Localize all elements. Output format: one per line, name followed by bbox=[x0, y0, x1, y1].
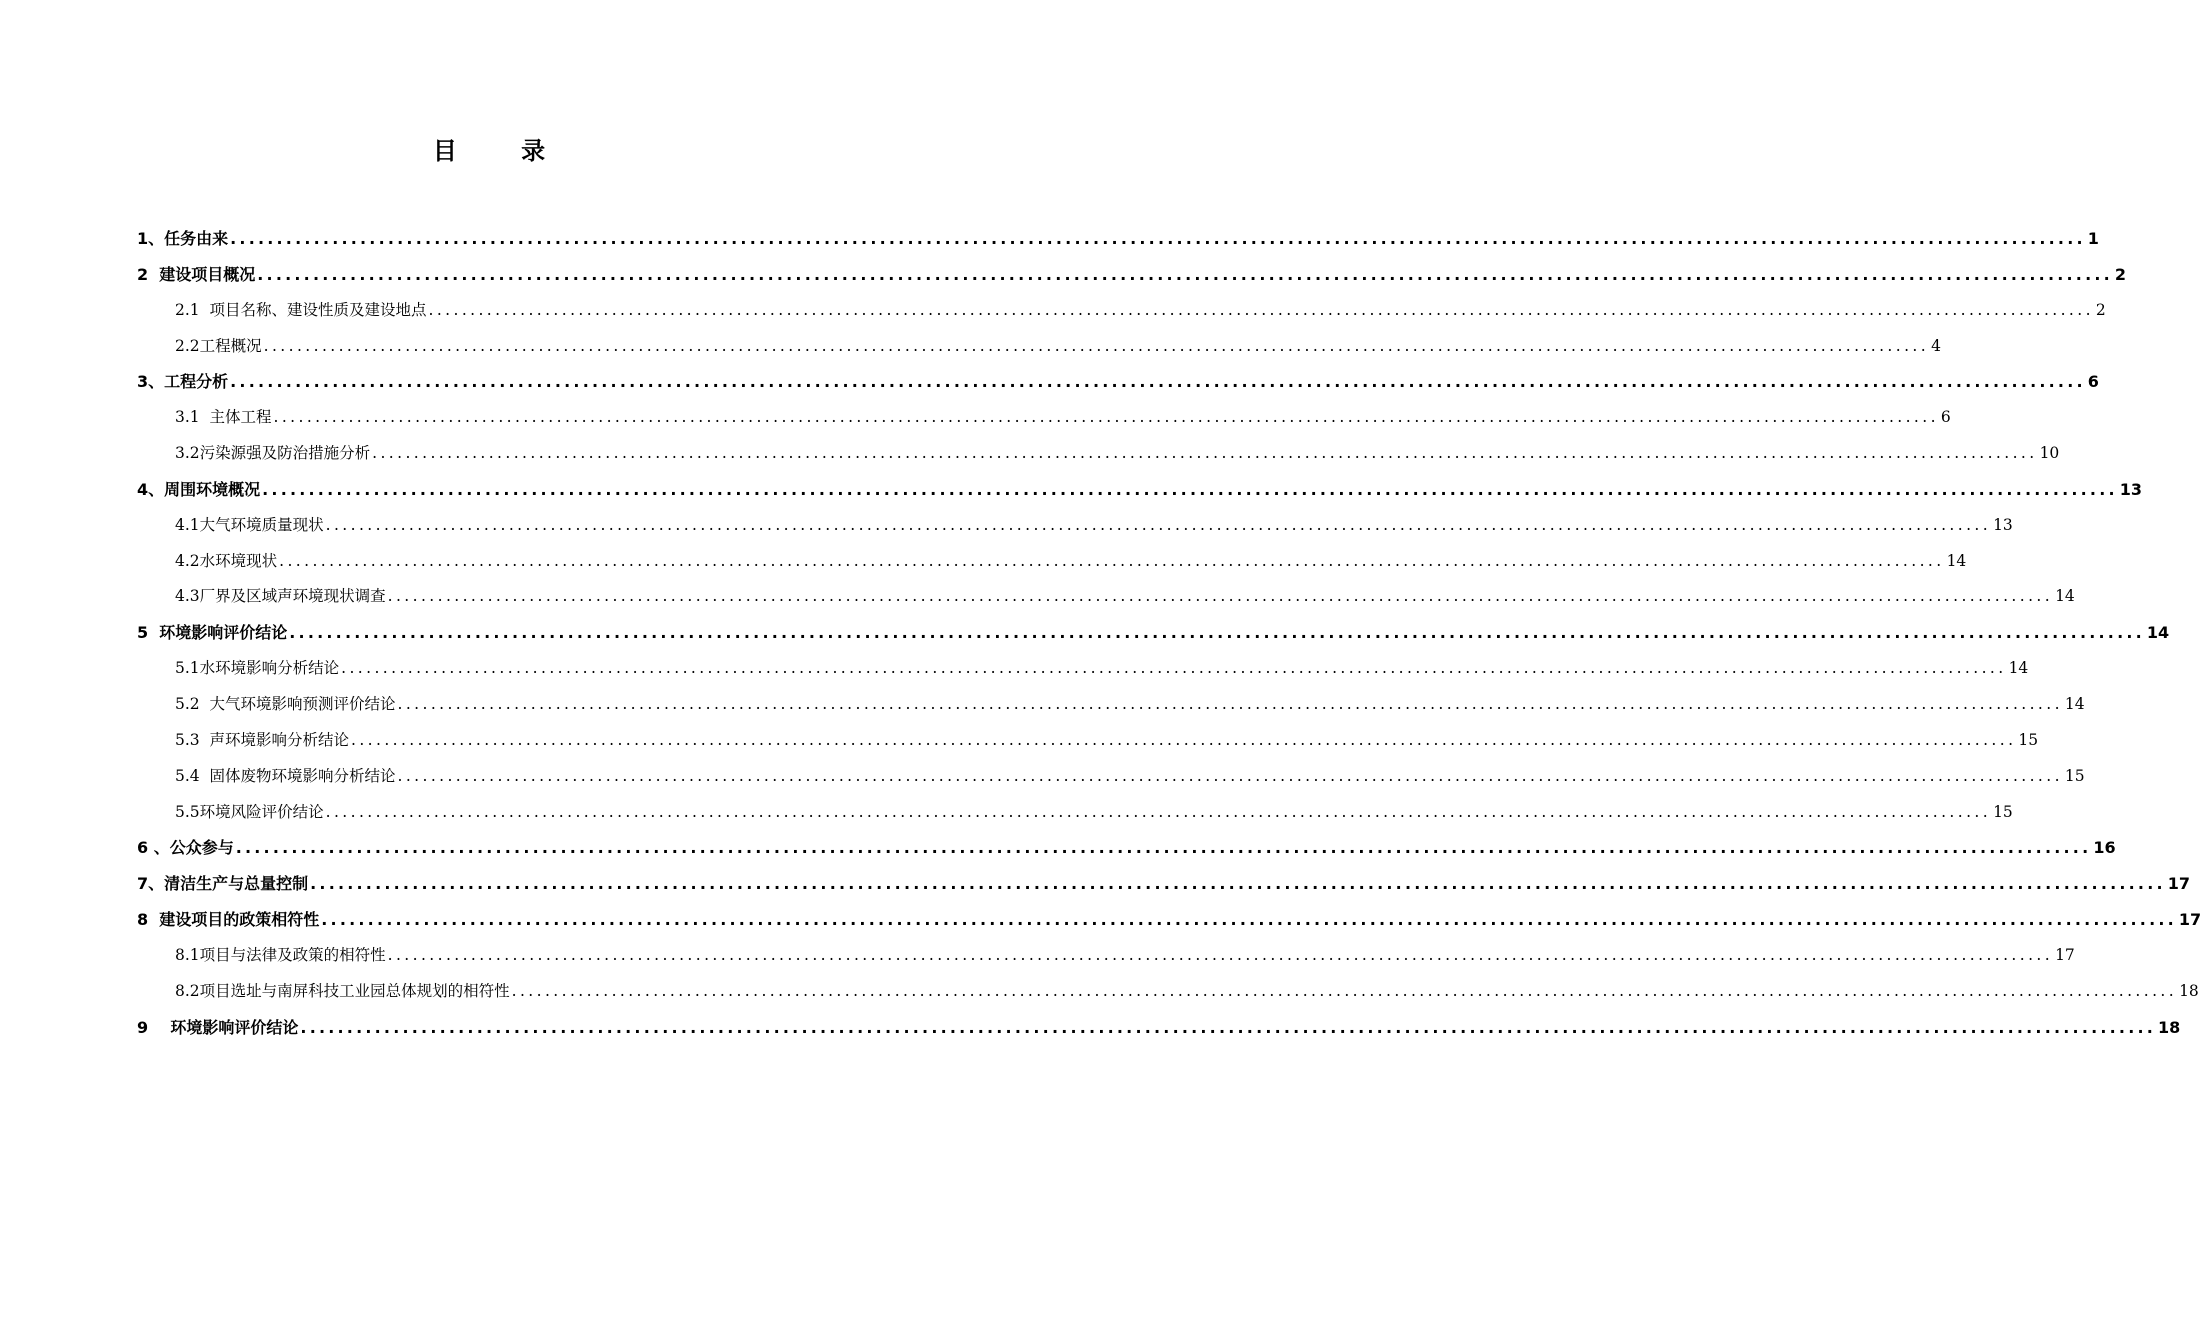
toc-entry-title: 4.2水环境现状 bbox=[175, 551, 278, 570]
toc-entry-title: 5.4 固体废物环境影响分析结论 bbox=[175, 766, 396, 785]
toc-entry-title: 4、周围环境概况 bbox=[137, 479, 261, 499]
toc-dot-leader: ........................................................................................................................................................................................................ bbox=[279, 551, 1945, 570]
toc-entry[interactable] bbox=[137, 902, 2201, 938]
toc-page-number: 6 bbox=[1940, 408, 1951, 427]
toc-page-number: 4 bbox=[1931, 336, 1941, 355]
toc-entry-title: 5.5环境风险评价结论 bbox=[175, 802, 324, 821]
toc-dot-leader: ........................................................................................................................................................................................................ bbox=[257, 264, 2113, 284]
toc-page-number: 10 bbox=[2039, 444, 2060, 463]
toc-entry-title: 3、工程分析 bbox=[137, 372, 229, 392]
toc-page-number: 15 bbox=[2064, 766, 2085, 785]
toc-page-number: 6 bbox=[2087, 372, 2099, 392]
page-title: 目 录 bbox=[432, 137, 574, 165]
toc-entry[interactable] bbox=[137, 257, 2127, 293]
toc-dot-leader: ........................................................................................................................................................................................................ bbox=[387, 945, 2054, 964]
toc-dot-leader: ........................................................................................................................................................................................................ bbox=[263, 336, 1930, 355]
toc-dot-leader: ........................................................................................................................................................................................................ bbox=[289, 623, 2145, 643]
toc-dot-leader: ........................................................................................................................................................................................................ bbox=[325, 802, 1992, 821]
toc-entry[interactable] bbox=[137, 938, 2075, 974]
toc-dot-leader: ........................................................................................................................................................................................................ bbox=[341, 659, 2007, 678]
toc-page-number: 2 bbox=[2114, 264, 2127, 284]
toc-entry[interactable] bbox=[137, 579, 2075, 615]
toc-dot-leader: ........................................................................................................................................................................................................ bbox=[387, 587, 2054, 606]
toc-page-number: 14 bbox=[2008, 659, 2029, 678]
toc-page-number: 13 bbox=[1993, 515, 2013, 534]
toc-entry[interactable] bbox=[137, 866, 2191, 902]
toc-dot-leader: ........................................................................................................................................................................................................ bbox=[397, 766, 2063, 785]
toc-entry-title: 4.1大气环境质量现状 bbox=[175, 515, 324, 534]
toc-page-number: 18 bbox=[2158, 1017, 2181, 1037]
toc-dot-leader: ........................................................................................................................................................................................................ bbox=[428, 300, 2094, 319]
toc-page-number: 15 bbox=[2018, 730, 2039, 749]
toc-dot-leader: ........................................................................................................................................................................................................ bbox=[321, 910, 2177, 930]
toc-dot-leader: ........................................................................................................................................................................................................ bbox=[230, 372, 2086, 392]
toc-page-number: 14 bbox=[1946, 551, 1967, 570]
toc-entry-title: 6 、公众参与 bbox=[137, 838, 234, 858]
toc-page-number: 17 bbox=[2178, 910, 2201, 930]
toc-entry-title: 5.2 大气环境影响预测评价结论 bbox=[175, 694, 396, 713]
toc-page-number: 15 bbox=[1993, 802, 2013, 821]
toc-page-number: 13 bbox=[2119, 479, 2143, 499]
toc-entry[interactable] bbox=[137, 544, 1967, 580]
toc-dot-leader: ........................................................................................................................................................................................................ bbox=[325, 515, 1992, 534]
toc-entry[interactable] bbox=[137, 400, 1951, 436]
toc-entry-title: 8.2项目选址与南屏科技工业园总体规划的相符性 bbox=[175, 981, 510, 1000]
toc-entry-title: 5.3 声环境影响分析结论 bbox=[175, 730, 350, 749]
toc-entry[interactable] bbox=[137, 759, 2085, 795]
toc-entry-title: 7、清洁生产与总量控制 bbox=[137, 874, 309, 894]
toc-entry-title: 3.1 主体工程 bbox=[175, 408, 272, 427]
toc-entry[interactable] bbox=[137, 687, 2085, 723]
toc-page-number: 1 bbox=[2087, 229, 2099, 248]
toc-entry-title: 2.2工程概况 bbox=[175, 336, 262, 355]
toc-dot-leader: ........................................................................................................................................................................................................ bbox=[310, 874, 2166, 894]
toc-dot-leader: ........................................................................................................................................................................................................ bbox=[300, 1017, 2157, 1037]
toc-entry-title: 9 环境影响评价结论 bbox=[137, 1017, 299, 1037]
toc-page-number: 14 bbox=[2055, 587, 2075, 606]
toc-entry[interactable] bbox=[137, 830, 2116, 866]
toc-entry[interactable] bbox=[137, 795, 2013, 831]
toc-entry[interactable] bbox=[137, 364, 2099, 400]
toc-entry-title: 4.3厂界及区域声环境现状调查 bbox=[175, 587, 386, 606]
toc-entry[interactable] bbox=[137, 472, 2143, 508]
toc-entry[interactable] bbox=[137, 221, 2099, 257]
toc-entry[interactable] bbox=[137, 329, 1941, 365]
toc-entry-title: 2 建设项目概况 bbox=[137, 264, 256, 284]
toc-entry-title: 3.2污染源强及防治措施分析 bbox=[175, 444, 371, 463]
toc-dot-leader: ........................................................................................................................................................................................................ bbox=[235, 838, 2092, 858]
toc-dot-leader: ........................................................................................................................................................................................................ bbox=[372, 444, 2038, 463]
toc-entry[interactable] bbox=[137, 651, 2029, 687]
toc-dot-leader: ........................................................................................................................................................................................................ bbox=[351, 730, 2017, 749]
toc-entry-title: 8 建设项目的政策相符性 bbox=[137, 910, 320, 930]
table-of-contents bbox=[137, 221, 2201, 1045]
toc-page-number: 14 bbox=[2064, 694, 2085, 713]
toc-page-number: 2 bbox=[2095, 300, 2106, 319]
toc-entry-title: 5 环境影响评价结论 bbox=[137, 623, 288, 643]
toc-entry[interactable] bbox=[137, 1010, 2181, 1046]
toc-entry[interactable] bbox=[137, 293, 2106, 329]
toc-entry-title: 2.1 项目名称、建设性质及建设地点 bbox=[175, 300, 427, 319]
toc-entry[interactable] bbox=[137, 615, 2170, 651]
toc-page-number: 17 bbox=[2055, 945, 2075, 964]
toc-dot-leader: ........................................................................................................................................................................................................ bbox=[511, 981, 2178, 1000]
toc-entry-title: 8.1项目与法律及政策的相符性 bbox=[175, 945, 386, 964]
toc-entry[interactable] bbox=[137, 436, 2060, 472]
toc-entry-title: 1、任务由来 bbox=[137, 229, 229, 248]
toc-entry[interactable] bbox=[137, 723, 2039, 759]
toc-entry[interactable] bbox=[137, 974, 2199, 1010]
toc-dot-leader: ........................................................................................................................................................................................................ bbox=[273, 408, 1939, 427]
toc-page-number: 17 bbox=[2167, 874, 2191, 894]
toc-dot-leader: ........................................................................................................................................................................................................ bbox=[397, 694, 2063, 713]
toc-entry[interactable] bbox=[137, 508, 2013, 544]
toc-entry-title: 5.1水环境影响分析结论 bbox=[175, 659, 340, 678]
toc-page-number: 18 bbox=[2179, 981, 2199, 1000]
toc-page-number: 16 bbox=[2093, 838, 2116, 858]
toc-dot-leader: ........................................................................................................................................................................................................ bbox=[230, 229, 2086, 248]
toc-page-number: 14 bbox=[2146, 623, 2170, 643]
toc-dot-leader: ........................................................................................................................................................................................................ bbox=[262, 479, 2118, 499]
